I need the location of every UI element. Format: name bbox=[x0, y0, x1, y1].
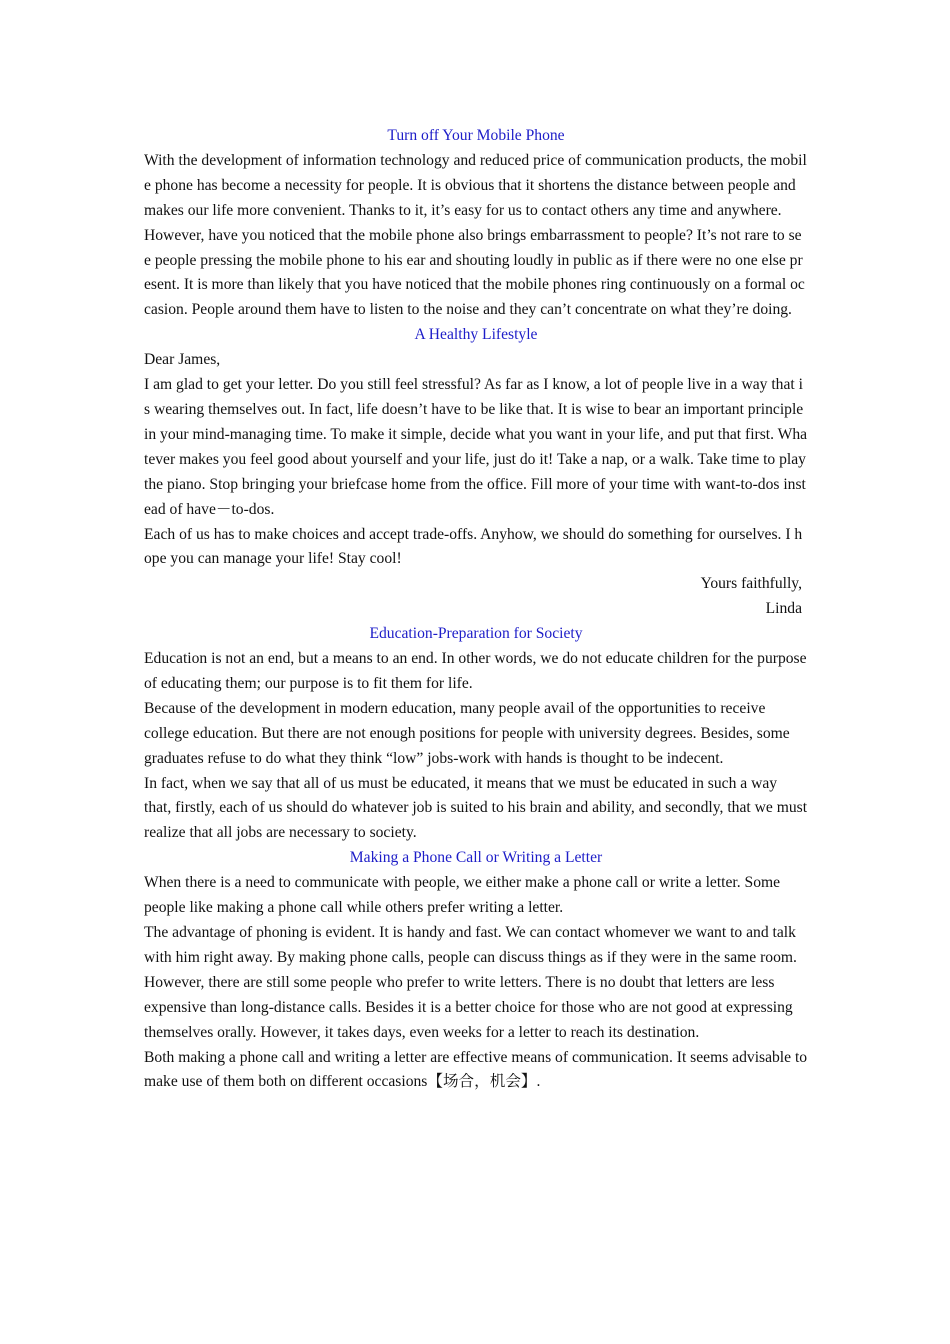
letter-salutation: Dear James, bbox=[144, 351, 221, 369]
letter-signature: Linda bbox=[765, 600, 802, 618]
paragraph: The advantage of phoning is evident. It is handy and fast. We can contact whomever we want to and talk with him right away. By making phone calls, people can discuss things as if they were in the same room. However, there are still some people who prefer to write letters. There is no doubt that letters are less expensive than long-distance calls. Besides it is a better choice for those who are not good at expressing themselves orally. However, it takes days, even weeks for a letter to reach its destination. bbox=[144, 924, 797, 1041]
paragraph: Because of the development in modern education, many people avail of the opportunities to receive college education. But there are not enough positions for people with university degrees. Besides, some graduates refuse to do what they think “low” jobs-work with hands is thought to be indecent. bbox=[144, 699, 790, 767]
letter-closing: Yours faithfully, bbox=[700, 575, 802, 593]
document-page bbox=[144, 124, 808, 1095]
section-title: A Healthy Lifestyle bbox=[414, 326, 538, 344]
paragraph: I am glad to get your letter. Do you still feel stressful? As far as I know, a lot of people live in a way that is wearing themselves out. In fact, life doesn’t have to be like that. It is wise to bear an important principle in your mind-managing time. To make it simple, decide what you want in your life, and put that first. Whatever makes you feel good about yourself and your life, just do it! Take a nap, or a walk. Take time to play the piano. Stop bringing your briefcase home from the office. Fill more of your time with want-to-dos instead of have－to-dos. bbox=[144, 376, 808, 518]
paragraph: Education is not an end, but a means to an end. In other words, we do not educate children for the purpose of educating them; our purpose is to fit them for life. bbox=[144, 650, 807, 692]
section-title: Education-Preparation for Society bbox=[369, 625, 583, 643]
paragraph: With the development of information technology and reduced price of communication products, the mobile phone has become a necessity for people. It is obvious that it shortens the distance between people and makes our life more convenient. Thanks to it, it’s easy for us to contact others any time and anywhere. bbox=[144, 151, 807, 219]
section-title: Making a Phone Call or Writing a Letter bbox=[349, 849, 603, 867]
paragraph: When there is a need to communicate with people, we either make a phone call or write a letter. Some people like making a phone call while others prefer writing a letter. bbox=[144, 874, 781, 917]
section-healthy-lifestyle bbox=[144, 323, 808, 622]
section-mobile-phone bbox=[144, 124, 808, 323]
paragraph: In fact, when we say that all of us must be educated, it means that we must be educated in such a way that, firstly, each of us should do whatever job is suited to his brain and ability, and secondly, that we must realize that all jobs are necessary to society. bbox=[144, 774, 808, 842]
paragraph: However, have you noticed that the mobile phone also brings embarrassment to people? It’s not rare to see people pressing the mobile phone to his ear and shouting loudly in public as if there were no one else present. It is more than likely that you have noticed that the mobile phones ring continuously on a formal occasion. People around them have to listen to the noise and they can’t concentrate on what they’re doing. bbox=[144, 226, 805, 319]
paragraph: Each of us has to make choices and accept trade-offs. Anyhow, we should do something for ourselves. I hope you can manage your life! Stay cool! bbox=[144, 525, 803, 568]
section-education bbox=[144, 622, 808, 846]
section-phone-or-letter bbox=[144, 846, 808, 1095]
section-title: Turn off Your Mobile Phone bbox=[387, 127, 565, 144]
paragraph: Both making a phone call and writing a letter are effective means of communication. It seems advisable to make use of them both on different occasions【场合，机会】. bbox=[144, 1048, 808, 1091]
